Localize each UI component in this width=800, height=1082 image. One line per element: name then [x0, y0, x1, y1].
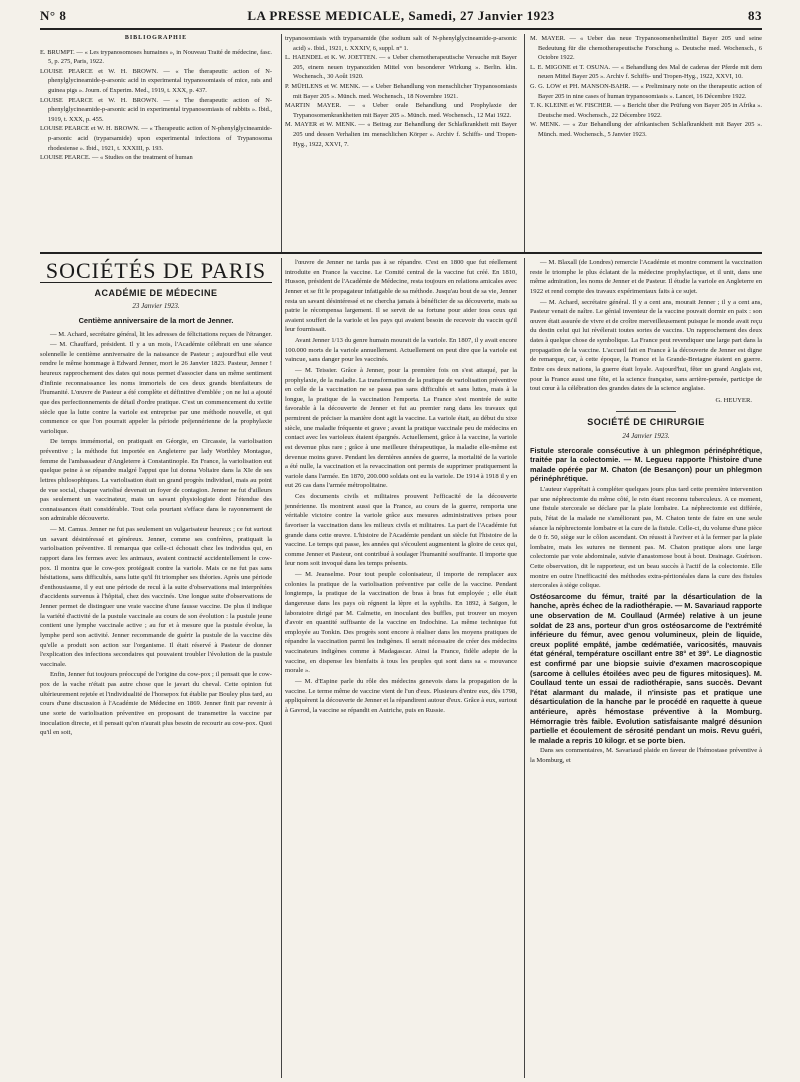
journal-page	[40, 6, 762, 1076]
bibliography-entry: E. BRUMPT. — « Les trypanosomoses humaines », in Nouveau Traité de médecine, fasc. 5, p. 275, Paris, 1922.	[40, 48, 272, 66]
page-number: 83	[748, 8, 762, 23]
separator-rule	[616, 411, 676, 412]
paragraph: — M. d'Espine parle du rôle des médecins genevois dans la propagation de la vaccine. Le terme même de vaccine vient de l'un d'eux. Plusieurs d'entre eux, dès 1798, appliquèrent la découverte de Jenner et la répandirent autour d'eux. Grâce à eux, surtout à Gavrod, la vaccine se répandit en Autriche, puis en Russie.	[285, 677, 517, 714]
paragraph: De temps immémorial, on pratiquait en Géorgie, en Circassie, la variolisation préventive ; la méthode fut importée en Angleterre par lady Worthley Montague, femme de l'ambassadeur d'Angleterre à Constantinople. En France, la variolisation eut quelque peine à se répandre malgré l'appui que lui donna Voltaire dans la XIe de ses lettres philosophiques. La variolisation était un grand progrès individuel, mais au point de vue social, chaque variolisé devenait un foyer de contagion. Jenner ne fut d'ailleurs pas seulement un vaccinateur, mais un savant physiologiste dont l'étendue des connaissances était considérable. Tout cela pourtant s'efface dans le rayonnement de son admirable découverte.	[40, 438, 272, 523]
paragraph: — M. Teissier. Grâce à Jenner, pour la première fois on s'est attaqué, par la prophylaxie, de la maladie. La transformation de la pratique de variolisation préventive en celle de la vaccination ne se passa pas sans difficultés et sans luttes, mais à la longue, la pratique de la vaccination l'emporta. La France s'est montrée de suite favorable à la découverte de Jenner et fut au premier rang dans les travaux qui permirent de préciser la manière dont agit la vaccine. La variole était, au début du xixe siècle, une maladie fréquente et grave ; avant la pratique vaccinale peu de médecins en contact avec les varioleux étaient épargnés. Actuellement, grâce à la vaccine, la variole est devenue plus rare ; grâce à une meilleure thérapeutique, la maladie elle-même est devenue moins grave. Pendant les dernières années de guerre, la mortalité de la variole a été nulle, la vaccination et la revaccination ont permis de supprimer pratiquement la variole dans l'armée. En 1870, 200.000 soldats ont eu la variole. De 1914 à 1918 il y en eut 26 cas dans l'armée métropolitaine.	[285, 366, 517, 490]
paragraph: — M. Chauffard, président. Il y a un mois, l'Académie célébrait en une séance solennelle le centième anniversaire de la naissance de Pasteur ; aujourd'hui elle veut rendre le même hommage à Edward Jenner, mort le 26 Janvier 1823. Pasteur, Jenner ! heureux rapprochement des dates qui nous permet d'associer dans un même sentiment d'infinie reconnaissance les noms immortels de ces deux grands bienfaiteurs de l'humanité. L'œuvre de Pasteur a été complète et définitive d'emblée ; on ne lui a ajouté que des perfectionnements de détail d'ordre pratique. C'est un commencement du xviiie siècle que la lutte contre la variole est entreprise par une méthode nouvelle, et qui commence ce que l'on pourrait appeler la période préjennérienne de la prophylaxie variolique.	[40, 341, 272, 435]
chirurgie-topic-1: Fistule stercorale consécutive à un phlegmon périnéphrétique, traitée par la colectomie. — M. Legueu rapporte l'histoire d'une malade opérée par M. Chaton (de Besançon) pour un phlegmon périnéphrétique.	[530, 445, 762, 484]
paragraph: Ces documents civils et militaires prouvent l'efficacité de la découverte jennérienne. Ils montrent aussi que la France, au cours de la guerre, remporta une véritable victoire contre la variole grâce aux mesures administratives prises pour favoriser la vaccination dans les milieux civils et militaires. La part de l'Académie fut grande dans cette œuvre. L'histoire de l'Académie pendant un siècle fut l'histoire de la vaccine. Le temps qui passe, les années qui s'écoulent augmentent la gloire de ceux qui, comme Jenner et Pasteur, ont contribué à soulager l'humanité souffrante. Il importe que leur nom soit invoqué dans les temps présents.	[285, 493, 517, 568]
paragraph: — M. Camus. Jenner ne fut pas seulement un vulgarisateur heureux ; ce fut surtout un savant désintéressé et généreux. Jenner, comme ses confrères, pratiquait la variolisation préventive. Il remarqua que celle-ci échouait chez les individus qui, en rapport dans les fermes avec les animaux, avaient contracté accidentellement le cow-pox. Il montra que le cow-pox protégeait contre la variole. Mais ce ne fut pas sans hésitations, sans difficultés, sans lutte qu'il fit triompher ses théories. Après une période d'enthousiasme, il y eut une période de recul à la suite d'observations mal interprétées d'accidents survenus à l'hôpital, chez des vaccinés. Une longue suite d'observations de Jenner permet de distinguer une vraie vaccine d'une fausse vaccine. De plus il indique la variété d'activité de la pustule vaccinale au cours de son évolution : la pustule jeune contient une lymphe vaccinale active ; au fur et à mesure que la pustule évolue, la lymphe perd son activité. Jenner recommande de guérir la pustule de la vaccine dès qu'elle a produit son action sur l'organisme. Il était réservé à Pasteur de donner l'explication des infections secondaires qui pouvaient troubler l'évolution de la pustule vaccinale.	[40, 526, 272, 668]
bibliography-entry: L. HAENDEL et K. W. JOETTEN. — « Ueber chemotherapeutische Versuche mit Bayer 205, einem neuen trypanoziden Mittel von besonderer Wirkung ». Berlin. klin. Wochensch., 30 Août 1920.	[285, 54, 517, 81]
bibliography-entry: G. G. LOW et PH. MANSON-BAHR. — « Preliminary note on the therapeutic action of Bayer 205 in nine cases of human trypanosomiasis ». Lancet, 16 Décembre 1922.	[530, 82, 762, 100]
column-divider	[524, 258, 525, 1078]
paragraph: — M. Achard, secrétaire général, lit les adresses de félicitations reçues de l'étranger.	[50, 330, 272, 338]
paragraph: — M. Blaxall (de Londres) remercie l'Académie et montre comment la vaccination reste le triomphe le plus éclatant de la médecine prophylactique, et il unit, dans une même admiration, les noms de Jenner et de Pasteur. Il étudie la variole en Angleterre en 1922 et rend compte des travaux expérimentaux faits à ce sujet.	[530, 259, 762, 295]
bibliography-entry: trypanosomiasis with tryparsamide (the sodium salt of N-phenylglycineamide-p-arsonic acid) ». Ibid., 1921, t. XXXIV, 6, suppl. n° 1.	[285, 35, 517, 52]
paragraph: Dans ses commentaires, M. Savariaud plaide en faveur de l'hémostase préventive à la Momburg, et	[530, 747, 762, 764]
bibliography-entry: W. MENK. — « Zur Behandlung der afrikanischen Schlafkrankheit mit Bayer 205 ». Münch. med. Wochensch., 5 Janvier 1923.	[530, 121, 762, 138]
header-rule	[40, 28, 762, 30]
section-rule	[40, 252, 762, 254]
bibliography-entry: M. MAYER. — « Ueber das neue Trypanosomenheilmittel Bayer 205 und seine Bedeutung für die chemotherapeutische Forschung ». Deutsche med. Wochensch., 6 Octobre 1922.	[530, 35, 762, 62]
column-divider	[524, 34, 525, 252]
paragraph: — M. Jeanselme. Pour tout peuple colonisateur, il importe de remplacer aux colonies la pratique de la variolisation préventive par celle de la vaccine. Pendant longtemps, la pratique de la vaccination de bras à bras fut employée ; elle était dangereuse dans les pays où régnent la lèpre et la syphilis. En 1892, à Saïgon, le laboratoire dirigé par M. Calmette, en inoculant des buffles, put trouver un moyen d'avoir en quantité suffisante de la vaccine en Indochine. La même technique fut employée au Tonkin. Des progrès sont encore à réaliser dans les moyens pratiques de répandre la vaccination parmi les indigènes. Il serait nécessaire de créer des médecins vaccinateurs indigènes comme à Madagascar. Ainsi la France, fidèle adepte de la vaccine, en dispense les bienfaits à tous les peuples qui sont dans sa « mouvance morale ».	[285, 571, 517, 675]
chirurgie-date: 24 Janvier 1923.	[622, 432, 670, 440]
report-signature: G. HEUYER.	[715, 396, 752, 404]
bibliography-entry: M. MAYER et W. MENK. — « Beitrag zur Behandlung der Schlafkrankheit mit Bayer 205 und dessen Verhalten im menschlichen Körper ». Archiv f. Schiffs- und Tropen-Hyg., 1922, XXVI, 7.	[285, 121, 517, 148]
bibliography-entry: LOUISE PEARCE et W. H. BROWN. — « The therapeutic action of N-phenylglycineamide-p-arsonic acid in experimental trypanosomiasis of mice, rats and guinea pigs ». Journ. of Experim. Med., 1919, t. XXX, p. 437.	[40, 67, 272, 94]
main-column-3	[530, 258, 762, 767]
bibliography-entry: P. MÜHLENS et W. MENK. — « Ueber Behandlung von menschlicher Trypanosomiasis mit Bayer 205 ». Münch. med. Wochensch., 18 Novembre 1921.	[285, 82, 517, 100]
bibliography-block	[40, 34, 762, 252]
academie-date: 23 Janvier 1923.	[132, 302, 180, 311]
main-column-1	[40, 258, 272, 739]
bibliography-entry: MARTIN MAYER. — « Ueber orale Behandlung und Prophylaxie der Trypanosomenkrankheiten mit Bayer 205 ». Münch. med. Wochensch., 12 Mai 1922.	[285, 102, 517, 119]
bibliography-entry: LOUISE PEARCE. — « Studies on the treatment of human	[40, 154, 193, 162]
chirurgie-heading: SOCIÉTÉ DE CHIRURGIE	[587, 417, 705, 428]
paragraph: l'œuvre de Jenner ne tarda pas à se répandre. C'est en 1800 que fut réellement introduite en France la vaccine. Le Comité central de la vaccine fut créé. En 1810, Husson, président de l'Académie de Médecine, resta toujours en relations amicales avec Jenner et se fit le propagateur infatigable de sa méthode. Jusqu'au bout de sa vie, Jenner resta un savant désintéressé et ne chercha jamais à bénéficier de sa découverte, mais sa patrie le récompensa largement. Il se servit de sa fortune pour aider tous ceux qui avaient souffert de la variole et les pays qui avaient besoin de recevoir du vaccin qu'il leur fournissait.	[285, 259, 517, 334]
bibliography-entry: T. K. KLEINE et W. FISCHER. — « Bericht über die Prüfung von Bayer 205 in Afrika ». Deutsche med. Wochensch., 22 Décembre 1922.	[530, 102, 762, 119]
journal-title: LA PRESSE MEDICALE, Samedi, 27 Janvier 1923	[247, 8, 555, 23]
academie-topic: Centième anniversaire de la mort de Jenner.	[78, 315, 234, 325]
bibliography-entry: LOUISE PEARCE et W. H. BROWN. — « The therapeutic action of N-phenylglycineamide-p-arsonic acid in experimental trypanosomiasis of rabbits ». Ibid., 1919, t. XXX, p. 455.	[40, 96, 272, 123]
main-column-2	[285, 258, 517, 716]
main-columns	[40, 258, 762, 1078]
academie-heading: ACADÉMIE DE MÉDECINE	[94, 287, 218, 298]
chirurgie-topic-2: Ostéosarcome du fémur, traité par la désarticulation de la hanche, après échec de la radiothérapie. — M. Savariaud rapporte une observation de M. Coullaud (Armée) relative à un jeune soldat de 23 ans, porteur d'un gros ostéosarcome de l'extrémité inférieure du fémur, avec genou volumineux, plein de liquide, creux poplité empâté, jambe œdématiée, varicosités, mauvais état général, température oscillant entre 38° et 39°. Le diagnostic est confirmé par une biopsie suivie d'examen macroscopique (sarcome à cellules étoilées avec peu de figures mitosiques). M. Coullaud tente un essai de radiothérapie, sans succès. Devant l'état alarmant du malade, il n'insiste pas et pratique une désarticulation de la hanche par le procédé en raquette à queue antérieure, après hémostase préventive à la Momburg. Hémorragie très faible. Evolution satisfaisante malgré désunion partielle et écoulement de sérosité pendant un mois. Revu guéri, le malade a repris 10 kilogr. et se porte bien.	[530, 591, 762, 745]
bibliography-column-2	[285, 34, 517, 149]
bibliography-column-3	[530, 34, 762, 140]
issue-number: N° 8	[40, 8, 67, 23]
section-title: SOCIÉTÉS DE PARIS	[45, 258, 267, 283]
paragraph: L'auteur s'apprêtait à compléter quelques jours plus tard cette première intervention par une néphrectomie du même côté, le rein étant reconnu tuberculeux. A ce moment, une fistule stercorale se déclare par la plaie lombaire. La néphrectomie est différée, puis, l'état de la malade ne s'améliorant pas, M. Chaton tente de faire en une seule séance la néphrectomie lombaire et la cure de la fistule. Celle-ci, du volume d'une pièce de 0 fr. 50, siège sur le côlon ascendant. On réussit à l'aviver et à la fermer par la plaie lombaire, mais les sutures ne tiennent pas. M. Chaton pratique alors une large colectomie par voie abdominale, suivie d'anastomose bout à bout. Drainage. Guérison. Cette observation, dit le rapporteur, est un beau succès à l'actif de la colectomie. Elle montre en outre l'inefficacité des méthodes extra-péritonéales dans la cure des fistules stercorales à siège colique.	[530, 486, 762, 590]
running-header	[40, 6, 762, 28]
paragraph: — M. Achard, secrétaire général. Il y a cent ans, mourait Jenner ; il y a cent ans, Pasteur venait de naître. Le génial inventeur de la vaccine pouvait dormir en paix : son œuvre était assurée de vivre et de croître merveilleusement puisque le monde avait reçu du destin celui qui lui révélerait toutes sortes de vaccins. Un rapprochement des deux dates à quelque chose de symbolique. La France peut revendiquer une large part dans la propagation de la vaccine. L'accueil fait en France à la découverte de Jenner est digne de remarque, car, à cette époque, la France et la Grande-Bretagne étaient en guerre. Entre ces deux nations, la guerre était loyale. Aujourd'hui, fêter un grand Anglais est, pour la France aussi une fête, et la science française, sans arrière-pensée, participe de tout cœur à la célébration des grandes dates de la science anglaise.	[530, 298, 762, 393]
bibliography-entry: LOUISE PEARCE et W. H. BROWN. — « Therapeutic action of N-phenylglycineamide-p-arsonic acid (tryparsamide) upon experimental infections of Trypanosoma rhodesiense ». Ibid., 1921, t. XXXIII, p. 193.	[40, 125, 272, 152]
paragraph: Avant Jenner 1/13 du genre humain mourait de la variole. En 1807, il y avait encore 100.000 morts de la variole annuellement. Actuellement on peut dire que la variole est vaincue, sans danger pour les vaccinés.	[285, 337, 517, 364]
column-divider	[281, 258, 282, 1078]
bibliography-column-1	[40, 34, 272, 163]
column-divider	[281, 34, 282, 252]
bibliography-entry: L. E. MIGONE et T. OSUNA. — « Behandlung des Mal de caderas der Pferde mit dem neuen Mittel Bayer 205 ». Archiv f. Schiffs- und Tropen-Hyg., 1922, XXVI, 10.	[530, 63, 762, 81]
paragraph: Enfin, Jenner fut toujours préoccupé de l'origine du cow-pox ; il pensait que le cow-pox de la vache n'était pas autre chose que le javart du cheval. Cette opinion fut ultérieurement rejetée et l'individualité de l'horsepox fut établie par Bouley plus tard, au cours d'une discussion à l'Académie de Médecine en 1869. Jenner finit par revenir à une sorte de variolisation préventive en proposant de transmettre la vaccine par inoculation directe, et il pensait qu'on n'aurait plus besoin de recourir au cow-pox. Quoi qu'il en soit,	[40, 671, 272, 737]
bibliography-heading: BIBLIOGRAPHIE	[124, 35, 188, 41]
